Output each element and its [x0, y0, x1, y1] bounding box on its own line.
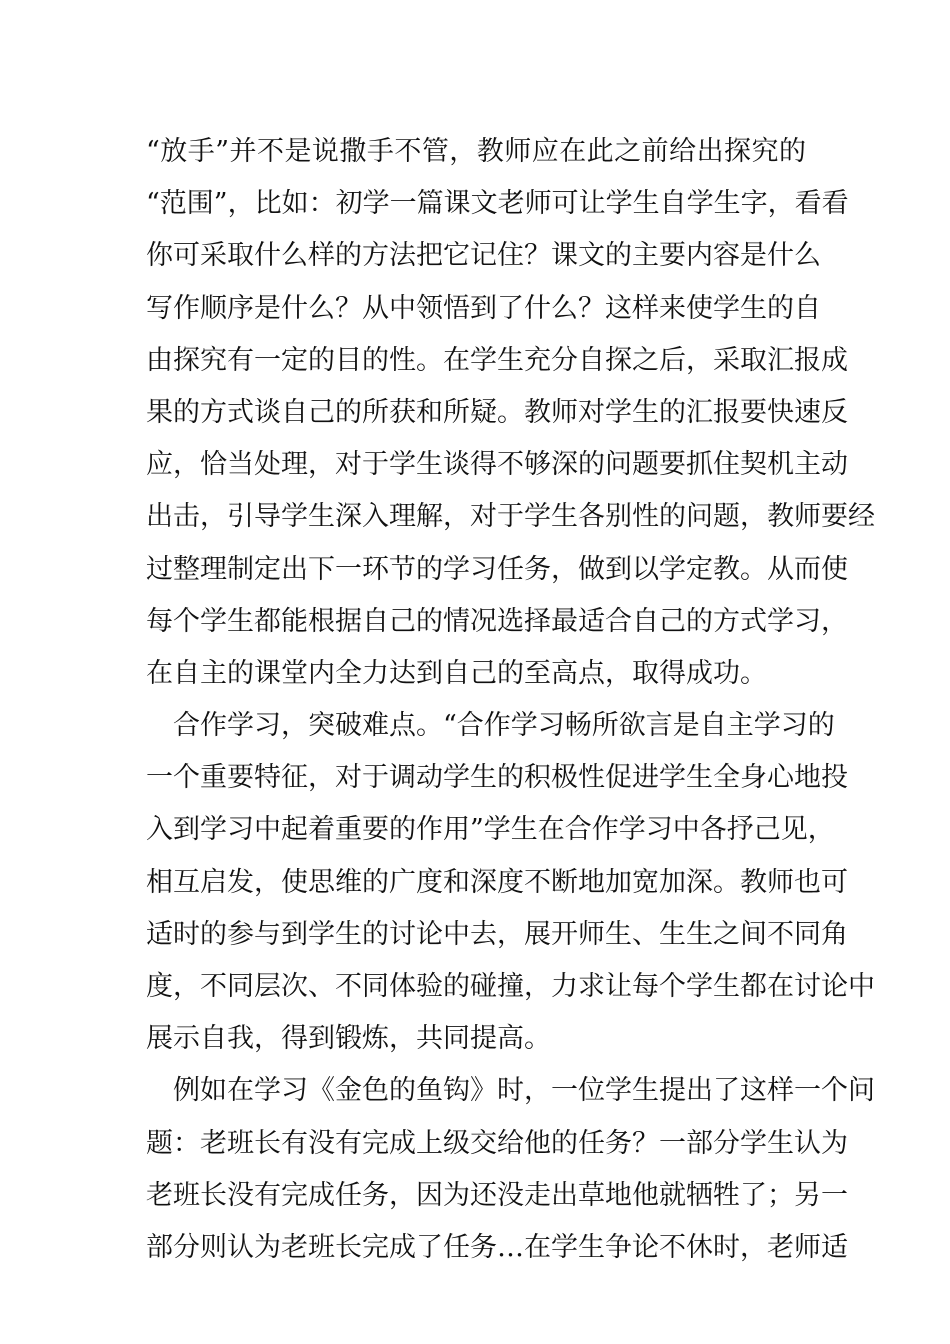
- text-line: 展示自我，得到锻炼，共同提高。: [146, 1023, 551, 1055]
- text-line: “范围”，比如：初学一篇课文老师可让学生自学生字，看看: [146, 188, 849, 220]
- text-line: 果的方式谈自己的所获和所疑。教师对学生的汇报要快速反: [146, 396, 848, 428]
- text-line: 度，不同层次、不同体验的碰撞，力求让每个学生都在讨论中: [146, 971, 875, 1002]
- text-line: 每个学生都能根据自己的情况选择最适合自己的方式学习，: [146, 605, 848, 637]
- text-line: 过整理制定出下一环节的学习任务，做到以学定教。从而使: [146, 553, 848, 585]
- text-line: 相互启发，使思维的广度和深度不断地加宽加深。教师也可: [146, 866, 848, 898]
- text-line: 适时的参与到学生的讨论中去，展开师生、生生之间不同角: [146, 918, 848, 950]
- text-line: 由探究有一定的目的性。在学生充分自探之后，采取汇报成: [146, 344, 848, 376]
- paragraph: [146, 1065, 875, 1274]
- text-line: 例如在学习《金色的鱼钩》时，一位学生提出了这样一个问: [173, 1075, 875, 1107]
- paragraph: [146, 126, 875, 700]
- text-line: 合作学习，突破难点。“合作学习畅所欲言是自主学习的: [173, 710, 835, 742]
- text-line: “放手”并不是说撒手不管，教师应在此之前给出探究的: [146, 136, 806, 167]
- text-line: 部分则认为老班长完成了任务…在学生争论不休时，老师适: [146, 1231, 848, 1263]
- text-line: 老班长没有完成任务，因为还没走出草地他就牺牲了；另一: [146, 1179, 848, 1211]
- text-line: 你可采取什么样的方法把它记住？课文的主要内容是什么: [146, 240, 821, 272]
- text-line: 写作顺序是什么？从中领悟到了什么？这样来使学生的自: [146, 292, 821, 324]
- text-line: 出击，引导学生深入理解，对于学生各别性的问题，教师要经: [146, 501, 875, 533]
- paragraph: [146, 700, 875, 1065]
- text-line: 入到学习中起着重要的作用”学生在合作学习中各抒己见，: [146, 814, 835, 846]
- text-line: 在自主的课堂内全力达到自己的至高点，取得成功。: [146, 657, 767, 689]
- text-line: 题：老班长有没有完成上级交给他的任务？一部分学生认为: [146, 1127, 848, 1159]
- text-line: 应，恰当处理，对于学生谈得不够深的问题要抓住契机主动: [146, 449, 848, 481]
- body-text: [146, 126, 875, 1274]
- text-line: 一个重要特征，对于调动学生的积极性促进学生全身心地投: [146, 762, 848, 794]
